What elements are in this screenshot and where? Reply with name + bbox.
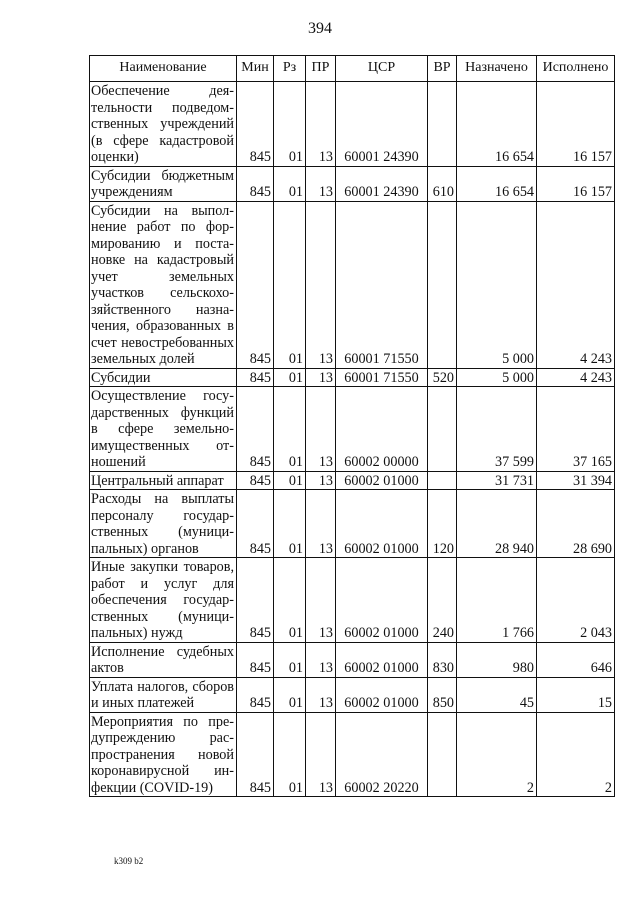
row-name: Осуществление государственных функций в сфере земельно-имущественных отношений: [90, 387, 237, 472]
row-pr: 13: [306, 712, 336, 797]
row-csr: 60002 01000: [336, 677, 428, 712]
row-min: 845: [237, 558, 274, 643]
header-rz: Рз: [274, 56, 306, 82]
row-vr: [428, 712, 457, 797]
row-rz: 01: [274, 471, 306, 490]
row-vr: 830: [428, 642, 457, 677]
row-csr: 60001 24390: [336, 166, 428, 201]
row-rz: 01: [274, 677, 306, 712]
table-row: [90, 387, 615, 472]
row-pr: 13: [306, 368, 336, 387]
row-ispolneno: 28 690: [537, 490, 615, 558]
row-min: 845: [237, 387, 274, 472]
row-csr: 60001 71550: [336, 201, 428, 368]
row-ispolneno: 646: [537, 642, 615, 677]
row-rz: 01: [274, 712, 306, 797]
row-csr: 60002 01000: [336, 490, 428, 558]
row-rz: 01: [274, 642, 306, 677]
row-vr: [428, 201, 457, 368]
row-min: 845: [237, 490, 274, 558]
row-ispolneno: 2 043: [537, 558, 615, 643]
table-row: [90, 471, 615, 490]
row-naznacheno: 16 654: [457, 166, 537, 201]
row-rz: 01: [274, 201, 306, 368]
row-min: 845: [237, 677, 274, 712]
header-pr: ПР: [306, 56, 336, 82]
row-pr: 13: [306, 387, 336, 472]
row-vr: 120: [428, 490, 457, 558]
table-row: [90, 166, 615, 201]
row-csr: 60002 01000: [336, 642, 428, 677]
row-naznacheno: 28 940: [457, 490, 537, 558]
row-name: Обеспечение деятельности подведомственных учреждений (в сфере кадастровой оценки): [90, 82, 237, 167]
row-min: 845: [237, 712, 274, 797]
row-vr: [428, 82, 457, 167]
header-ispolneno: Исполнено: [537, 56, 615, 82]
row-csr: 60002 00000: [336, 387, 428, 472]
row-pr: 13: [306, 558, 336, 643]
row-rz: 01: [274, 490, 306, 558]
row-ispolneno: 4 243: [537, 368, 615, 387]
table-row: [90, 201, 615, 368]
row-naznacheno: 2: [457, 712, 537, 797]
row-ispolneno: 37 165: [537, 387, 615, 472]
row-pr: 13: [306, 490, 336, 558]
header-name: Наименование: [90, 56, 237, 82]
row-naznacheno: 980: [457, 642, 537, 677]
row-naznacheno: 5 000: [457, 201, 537, 368]
row-naznacheno: 45: [457, 677, 537, 712]
table-row: [90, 712, 615, 797]
row-min: 845: [237, 201, 274, 368]
row-name: Субсидии: [90, 368, 237, 387]
budget-table: [89, 55, 615, 797]
table-row: [90, 82, 615, 167]
row-min: 845: [237, 82, 274, 167]
row-ispolneno: 4 243: [537, 201, 615, 368]
page-number: 394: [308, 20, 332, 37]
table-row: [90, 642, 615, 677]
row-pr: 13: [306, 166, 336, 201]
row-name: Субсидии на выполнение работ по формированию и постановке на кадастровый учет земельных участков сельскохозяйственного назначения, образованных в счет невостребованных земельных долей: [90, 201, 237, 368]
row-name: Иные закупки товаров, работ и услуг для обеспечения государственных (муниципальных) нужд: [90, 558, 237, 643]
row-vr: [428, 471, 457, 490]
table-header-row: [90, 56, 615, 82]
row-name: Субсидии бюджетным учреждениям: [90, 166, 237, 201]
row-rz: 01: [274, 387, 306, 472]
row-pr: 13: [306, 677, 336, 712]
row-pr: 13: [306, 642, 336, 677]
row-min: 845: [237, 166, 274, 201]
row-naznacheno: 1 766: [457, 558, 537, 643]
row-min: 845: [237, 471, 274, 490]
row-name: Исполнение судебных актов: [90, 642, 237, 677]
row-min: 845: [237, 642, 274, 677]
row-rz: 01: [274, 558, 306, 643]
row-ispolneno: 2: [537, 712, 615, 797]
row-naznacheno: 5 000: [457, 368, 537, 387]
header-min: Мин: [237, 56, 274, 82]
row-naznacheno: 31 731: [457, 471, 537, 490]
row-rz: 01: [274, 82, 306, 167]
row-pr: 13: [306, 201, 336, 368]
row-ispolneno: 16 157: [537, 82, 615, 167]
row-vr: 610: [428, 166, 457, 201]
row-ispolneno: 31 394: [537, 471, 615, 490]
row-name: Центральный аппарат: [90, 471, 237, 490]
row-name: Мероприятия по предупреждению распространения новой коронавирусной инфекции (COVID-19): [90, 712, 237, 797]
row-vr: 520: [428, 368, 457, 387]
row-ispolneno: 16 157: [537, 166, 615, 201]
table-row: [90, 368, 615, 387]
row-rz: 01: [274, 368, 306, 387]
header-naznacheno: Назначено: [457, 56, 537, 82]
row-pr: 13: [306, 471, 336, 490]
row-min: 845: [237, 368, 274, 387]
header-csr: ЦСР: [336, 56, 428, 82]
row-csr: 60002 01000: [336, 471, 428, 490]
header-vr: ВР: [428, 56, 457, 82]
row-naznacheno: 16 654: [457, 82, 537, 167]
row-name: Расходы на выплаты персоналу государственных (муниципальных) органов: [90, 490, 237, 558]
row-csr: 60002 20220: [336, 712, 428, 797]
row-vr: 850: [428, 677, 457, 712]
row-vr: [428, 387, 457, 472]
footer-code: k309 b2: [114, 856, 144, 866]
row-vr: 240: [428, 558, 457, 643]
table-row: [90, 558, 615, 643]
row-pr: 13: [306, 82, 336, 167]
row-ispolneno: 15: [537, 677, 615, 712]
table-row: [90, 490, 615, 558]
row-name: Уплата налогов, сборов и иных платежей: [90, 677, 237, 712]
table-row: [90, 677, 615, 712]
row-rz: 01: [274, 166, 306, 201]
row-csr: 60001 24390: [336, 82, 428, 167]
row-csr: 60001 71550: [336, 368, 428, 387]
row-naznacheno: 37 599: [457, 387, 537, 472]
row-csr: 60002 01000: [336, 558, 428, 643]
